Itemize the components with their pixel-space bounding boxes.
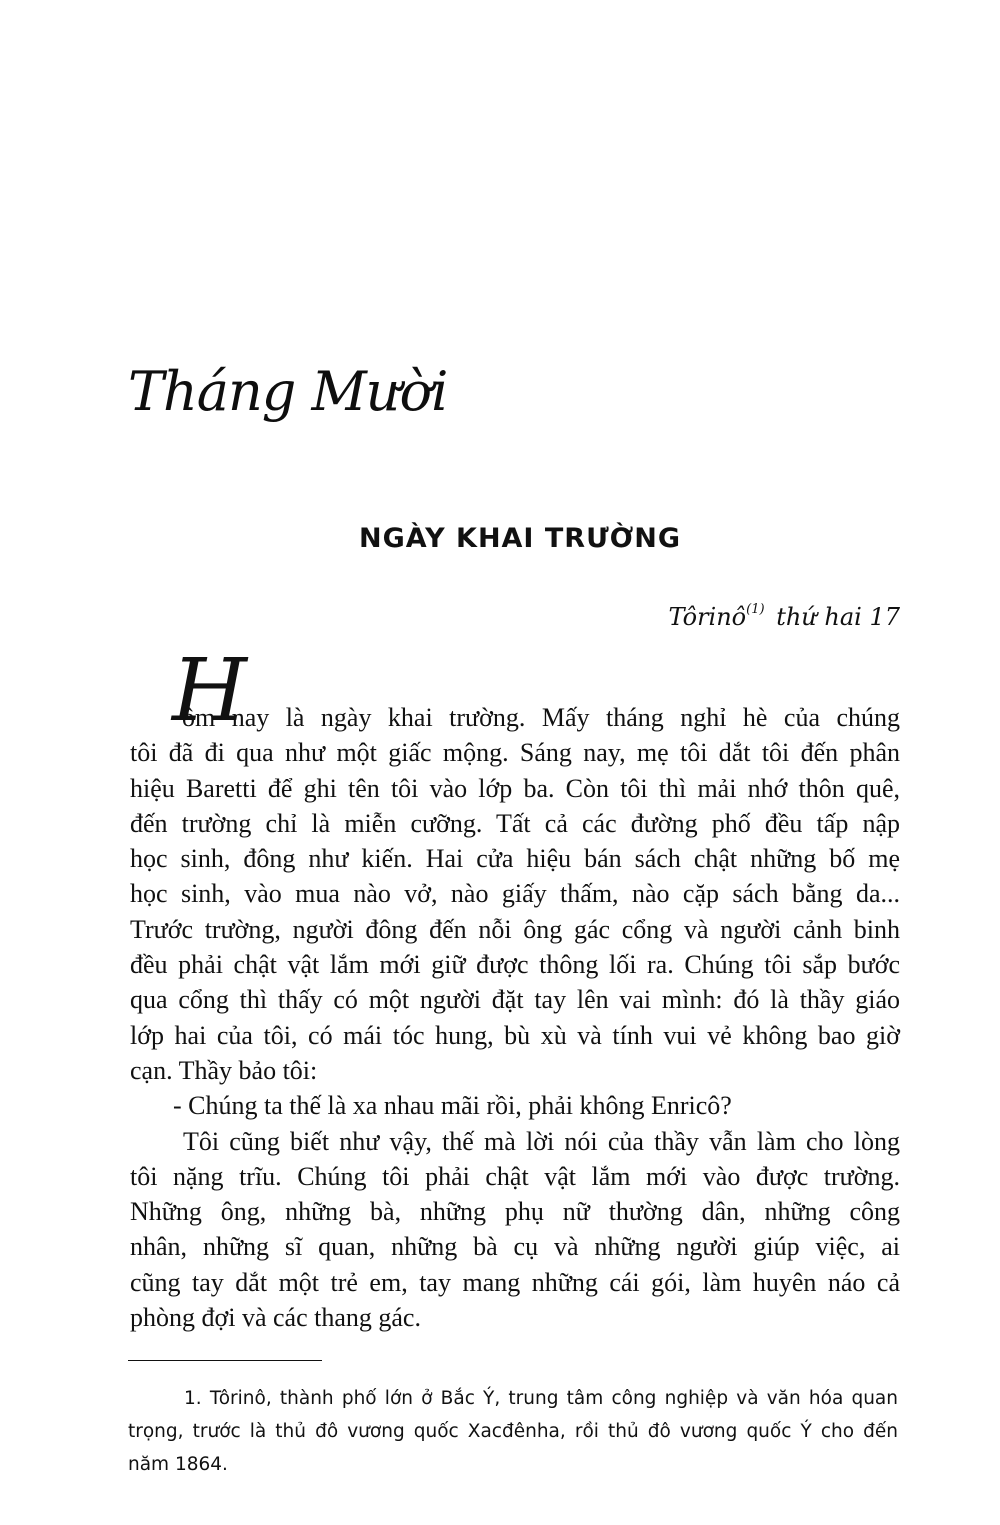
footnote-divider <box>128 1360 322 1361</box>
text-line: Trước trường, người đông đến nỗi ông gác cổng và người cảnh binh <box>130 914 900 944</box>
text-line: phòng đợi và các thang gác. <box>130 1303 421 1333</box>
month-title: Tháng Mười <box>128 360 448 423</box>
text-line: tôi đã đi qua như một giấc mộng. Sáng nay, mẹ tôi dắt tôi đến phân <box>130 738 900 768</box>
footnote-line: trọng, trước là thủ đô vương quốc Xacđênha, rồi thủ đô vương quốc Ý cho đến <box>128 1421 898 1442</box>
dateline <box>668 602 900 631</box>
footnote-line: năm 1864. <box>128 1454 228 1475</box>
footnote-marker: (1) <box>746 602 765 617</box>
text-line: học sinh, đông như kiến. Hai cửa hiệu bán sách chật những bố mẹ <box>130 844 900 874</box>
text-line: tôi nặng trĩu. Chúng tôi phải chật vật lắm mới vào được trường. <box>130 1161 900 1191</box>
text-line: Tôi cũng biết như vậy, thế mà lời nói của thầy vẫn làm cho lòng <box>183 1126 900 1156</box>
chapter-title: NGÀY KHAI TRƯỜNG <box>359 523 681 554</box>
text-line: cạn. Thầy bảo tôi: <box>130 1055 318 1085</box>
text-line: lớp hai của tôi, có mái tóc hung, bù xù và tính vui vẻ không bao giờ <box>130 1020 900 1050</box>
dateline-place: Tôrinô <box>668 603 747 631</box>
text-line: đến trường chỉ là miễn cưỡng. Tất cả các đường phố đều tấp nập <box>130 808 900 838</box>
drop-cap: H <box>172 641 247 741</box>
footnote <box>128 1382 898 1481</box>
text-line: hiệu Baretti để ghi tên tôi vào lớp ba. Còn tôi thì mải nhớ thôn quê, <box>130 773 900 803</box>
text-line: ôm nay là ngày khai trường. Mấy tháng nghỉ hè của chúng <box>182 703 900 732</box>
dialogue-line: - Chúng ta thế là xa nhau mãi rồi, phải không Enricô? <box>173 1091 732 1121</box>
text-line: qua cổng thì thấy có một người đặt tay lên vai mình: đó là thầy giáo <box>130 985 900 1015</box>
text-line: học sinh, vào mua nào vở, nào giấy thấm, nào cặp sách bằng da... <box>130 879 900 909</box>
text-line: đều phải chật vật lắm mới giữ được thông lối ra. Chúng tôi sắp bước <box>130 950 900 980</box>
dateline-day: thứ hai 17 <box>776 603 900 631</box>
text-line: Những ông, những bà, những phụ nữ thường dân, những công <box>130 1197 900 1227</box>
body-text <box>130 700 900 1335</box>
footnote-line: 1. Tôrinô, thành phố lớn ở Bắc Ý, trung tâm công nghiệp và văn hóa quan <box>184 1388 898 1409</box>
text-line: cũng tay dắt một trẻ em, tay mang những cái gói, làm huyên náo cả <box>130 1267 900 1297</box>
text-line: nhân, những sĩ quan, những bà cụ và những người giúp việc, ai <box>130 1232 900 1262</box>
